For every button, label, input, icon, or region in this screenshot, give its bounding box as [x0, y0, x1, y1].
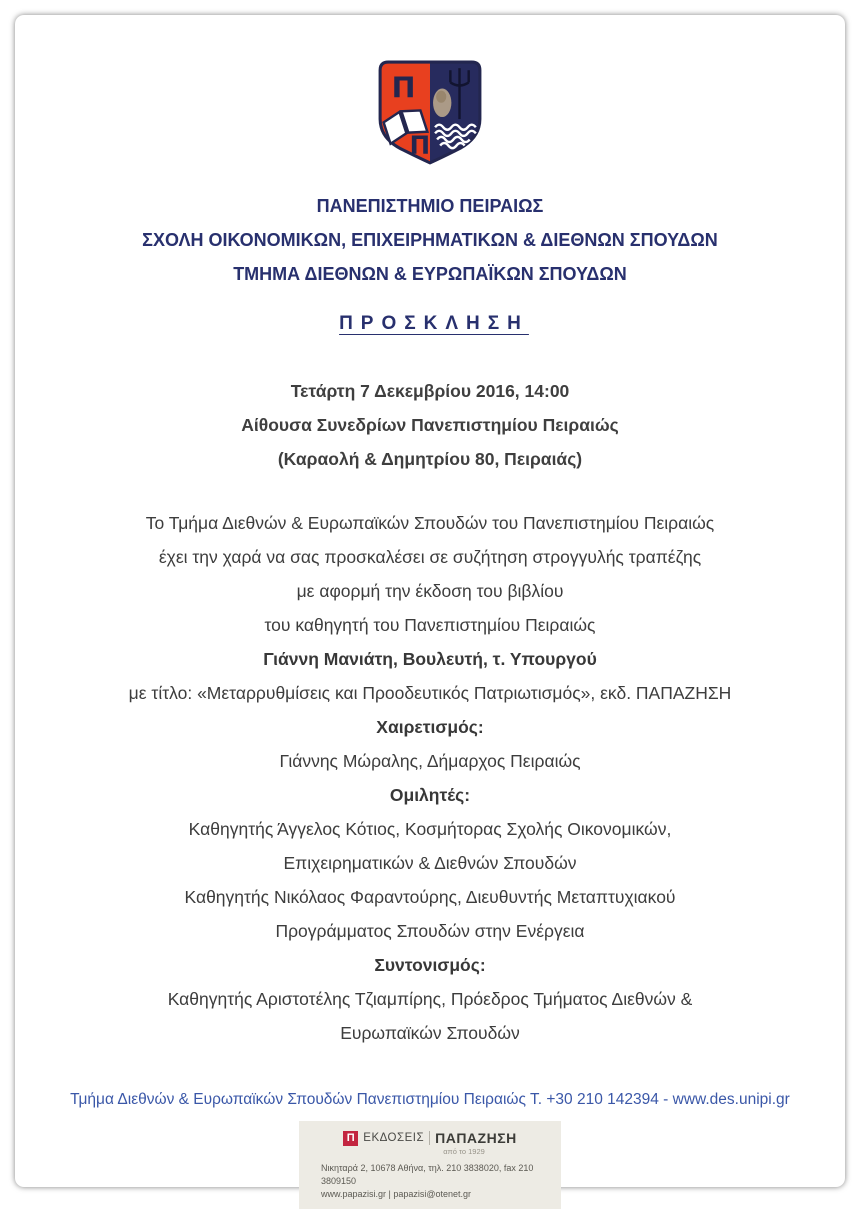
publisher-logo-icon: Π — [343, 1131, 358, 1146]
university-name: ΠΑΝΕΠΙΣΤΗΜΙΟ ΠΕΙΡΑΙΩΣ — [316, 196, 544, 216]
publisher-web: www.papazisi.gr | papazisi@otenet.gr — [321, 1189, 472, 1199]
speaker-line: Επιχειρηματικών & Διεθνών Σπουδών — [283, 853, 577, 873]
author-name: Γιάννη Μανιάτη, Βουλευτή, τ. Υπουργού — [263, 649, 597, 669]
speaker-line: Καθηγητής Νικόλαος Φαραντούρης, Διευθυντής Μεταπτυχιακού — [184, 887, 676, 907]
section-heading-moderation: Συντονισμός: — [374, 955, 486, 975]
crest-pi-top: Π — [391, 71, 416, 105]
school-name: ΣΧΟΛΗ ΟΙΚΟΝΟΜΙΚΩΝ, ΕΠΙΧΕΙΡΗΜΑΤΙΚΩΝ & ΔΙΕΘΝΩΝ ΣΠΟΥΔΩΝ — [142, 230, 718, 250]
section-heading-speakers: Ομιλητές: — [389, 785, 471, 805]
section-heading-greeting: Χαιρετισμός: — [376, 717, 484, 737]
event-address: (Καραολή & Δημητρίου 80, Πειραιάς) — [277, 449, 583, 469]
publisher-logo — [309, 1130, 551, 1146]
event-datetime: Τετάρτη 7 Δεκεμβρίου 2016, 14:00 — [290, 381, 570, 401]
publisher-box — [299, 1121, 561, 1209]
invitation-title: ΠΡΟΣΚΛΗΣΗ — [339, 313, 529, 334]
institution-header — [15, 189, 845, 291]
moderator-line: Ευρωπαϊκών Σπουδών — [340, 1023, 520, 1043]
body-line: έχει την χαρά να σας προσκαλέσει σε συζήτηση στρογγυλής τραπέζης — [158, 547, 702, 567]
speaker-line: Προγράμματος Σπουδών στην Ενέργεια — [275, 921, 585, 941]
publisher-address: Νικηταρά 2, 10678 Αθήνα, τηλ. 210 3838020, fax 210 3809150 — [321, 1163, 534, 1186]
body-line: με αφορμή την έκδοση του βιβλίου — [296, 581, 564, 601]
university-crest-icon — [374, 60, 486, 168]
event-details — [15, 374, 845, 476]
speaker-line: Καθηγητής Άγγελος Κότιος, Κοσμήτορας Σχολής Οικονομικών, — [188, 819, 672, 839]
footer-contact: Τμήμα Διεθνών & Ευρωπαϊκών Σπουδών Πανεπιστημίου Πειραιώς Τ. +30 210 142394 - www.des.unipi.gr — [70, 1091, 790, 1108]
publisher-since: από το 1929 — [443, 1147, 485, 1156]
crest-pi-bottom: Π — [409, 130, 431, 160]
event-venue: Αίθουσα Συνεδρίων Πανεπιστημίου Πειραιώς — [241, 415, 619, 435]
department-name: ΤΜΗΜΑ ΔΙΕΘΝΩΝ & ΕΥΡΩΠΑΪΚΩΝ ΣΠΟΥΔΩΝ — [233, 264, 627, 284]
book-title-line: με τίτλο: «Μεταρρυθμίσεις και Προοδευτικός Πατριωτισμός», εκδ. ΠΑΠΑΖΗΣΗ — [128, 683, 732, 703]
greeting-speaker: Γιάννης Μώραλης, Δήμαρχος Πειραιώς — [279, 751, 581, 771]
publisher-logo-divider — [429, 1131, 430, 1145]
body-line: Το Τμήμα Διεθνών & Ευρωπαϊκών Σπουδών του Πανεπιστημίου Πειραιώς — [145, 513, 715, 533]
moderator-line: Καθηγητής Αριστοτέλης Τζιαμπίρης, Πρόεδρος Τμήματος Διεθνών & — [167, 989, 693, 1009]
publisher-name: ΠΑΠΑΖΗΣΗ — [435, 1130, 517, 1146]
body-line: του καθηγητή του Πανεπιστημίου Πειραιώς — [264, 615, 596, 635]
publisher-editions-label: ΕΚΔΟΣΕΙΣ — [363, 1132, 425, 1144]
document-page — [15, 15, 845, 1199]
invitation-body — [15, 506, 845, 1050]
